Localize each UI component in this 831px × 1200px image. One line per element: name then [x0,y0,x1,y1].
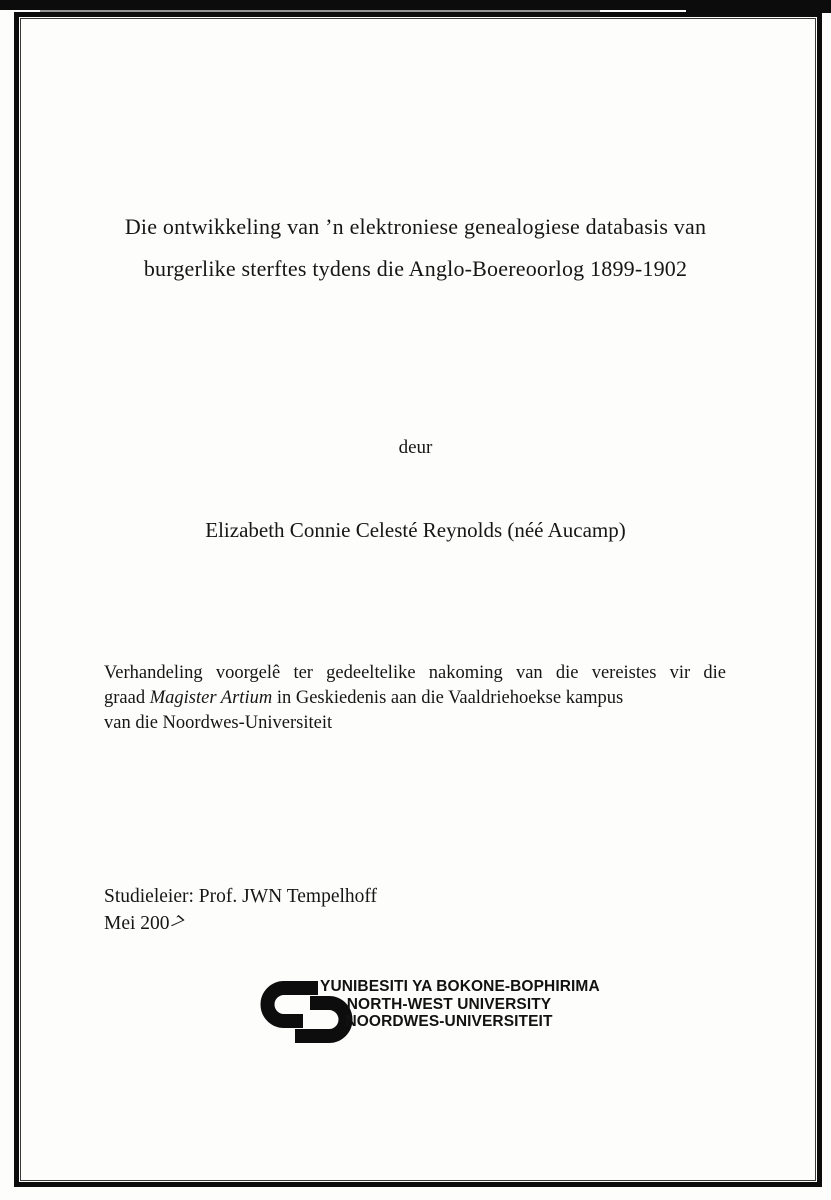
page-title [50,206,781,290]
byline-label: deur [398,437,433,458]
logo-text-english: NORTH-WEST UNIVERSITY [346,995,552,1013]
submission-line-1: Verhandeling voorgelê ter gedeeltelike nakoming van die vereistes vir die [104,663,726,683]
date-final-digit: 7 [165,911,187,934]
university-logo [258,972,618,1054]
submission-line-2 [104,686,726,711]
page-title-line-1: Die ontwikkeling van ’n elektroniese genealogiese databasis van [124,214,707,239]
degree-name: Magister Artium [149,687,273,708]
submission-statement [104,661,726,735]
supervisor-block [104,883,377,937]
author-name: Elizabeth Connie Celesté Reynolds (néé Aucamp) [205,518,626,542]
submission-line-3: van die Noordwes-Universiteit [104,712,333,733]
supervisor-line: Studieleier: Prof. JWN Tempelhoff [104,886,378,907]
logo-text-setswana: YUNIBESITI YA BOKONE-BOPHIRIMA [320,978,600,995]
submission-line-2-prefix: graad [104,687,150,708]
university-logo-text [320,978,600,1031]
scan-edge-artifact [0,0,831,10]
date-line [104,910,377,937]
date-prefix: Mei 200 [104,913,170,934]
page-title-line-2: burgerlike sterftes tydens die Anglo-Boereoorlog 1899-1902 [143,256,688,281]
submission-line-2-suffix: in Geskiedenis aan die Vaaldriehoekse kampus [272,687,624,708]
logo-text-afrikaans: NOORDWES-UNIVERSITEIT [345,1013,553,1031]
